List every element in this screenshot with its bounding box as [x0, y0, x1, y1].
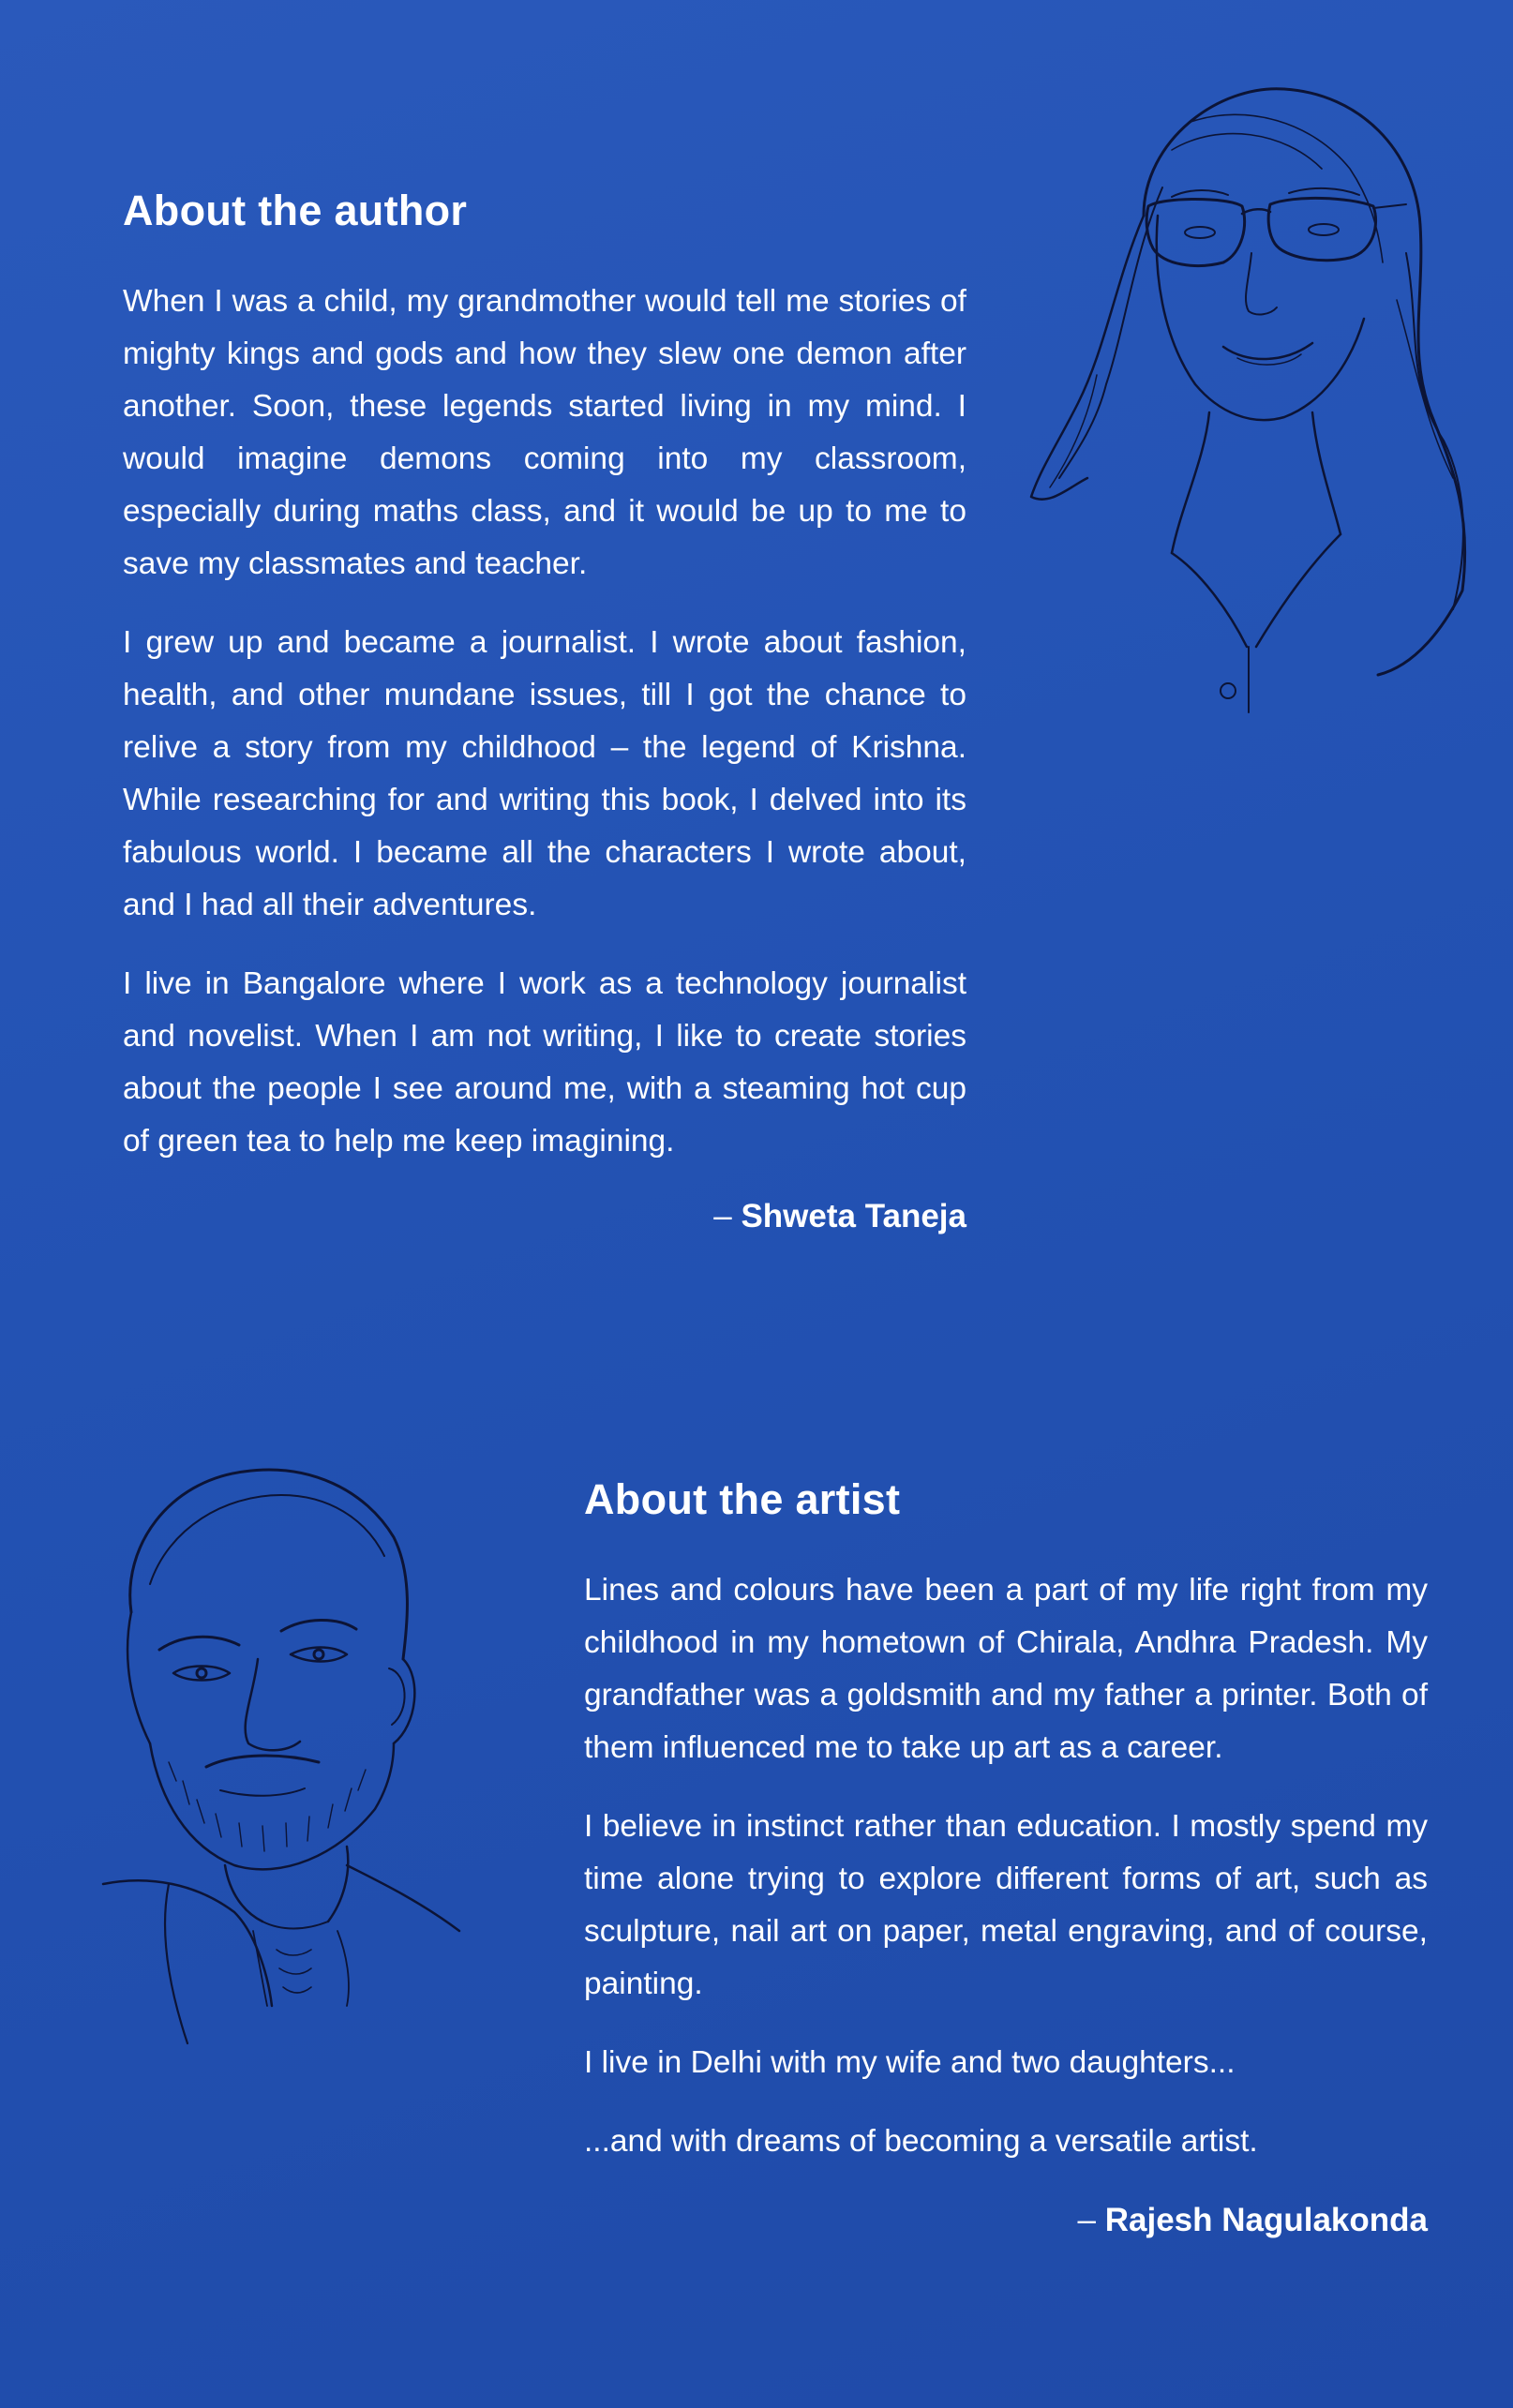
woman-portrait-icon — [1003, 66, 1491, 722]
artist-heading: About the artist — [584, 1475, 901, 1523]
author-paragraph-3: I live in Bangalore where I work as a technology journalist and novelist. When I am not writing, I like to create stories about the people I see around me, with a steaming hot cup of green tea to help me keep imagining. — [123, 966, 966, 1159]
artist-paragraph-1: Lines and colours have been a part of my life right from my childhood in my hometown of Chirala, Andhra Pradesh. My grandfather was a goldsmith and my father a printer. Both of them influenced me to take up art as a career. — [584, 1573, 1428, 1765]
author-paragraph-1: When I was a child, my grandmother would tell me stories of mighty kings and gods and how they slew one demon after another. Soon, these legends started living in my mind. I would imagine demons coming into my classroom, especially during maths class, and it would be up to me to save my classmates and teacher. — [123, 284, 966, 581]
about-artist-section — [584, 1474, 1428, 2247]
artist-paragraph-2: I believe in instinct rather than education. I mostly spend my time alone trying to explore different forms of art, such as sculpture, nail art on paper, metal engraving, and of course, painting. — [584, 1809, 1428, 2001]
about-author-section — [123, 186, 966, 1243]
artist-paragraph-3: I live in Delhi with my wife and two daughters... — [584, 2045, 1236, 2080]
artist-signature-name: Rajesh Nagulakonda — [1104, 2202, 1428, 2238]
author-heading: About the author — [123, 187, 468, 234]
author-signature-dash: – — [713, 1198, 732, 1234]
author-paragraph-2: I grew up and became a journalist. I wrote about fashion, health, and other mundane issues, till I got the chance to relive a story from my childhood – the legend of Krishna. While researching for and writing this book, I delved into its fabulous world. I became all the characters I wrote about, and I had all their adventures. — [123, 625, 966, 922]
man-portrait-icon — [66, 1443, 562, 2062]
artist-signature-dash: – — [1077, 2202, 1096, 2238]
artist-signature — [584, 2194, 1428, 2247]
author-signature-name: Shweta Taneja — [741, 1198, 966, 1234]
author-signature — [123, 1190, 966, 1243]
artist-paragraph-4: ...and with dreams of becoming a versatile artist. — [584, 2124, 1258, 2159]
